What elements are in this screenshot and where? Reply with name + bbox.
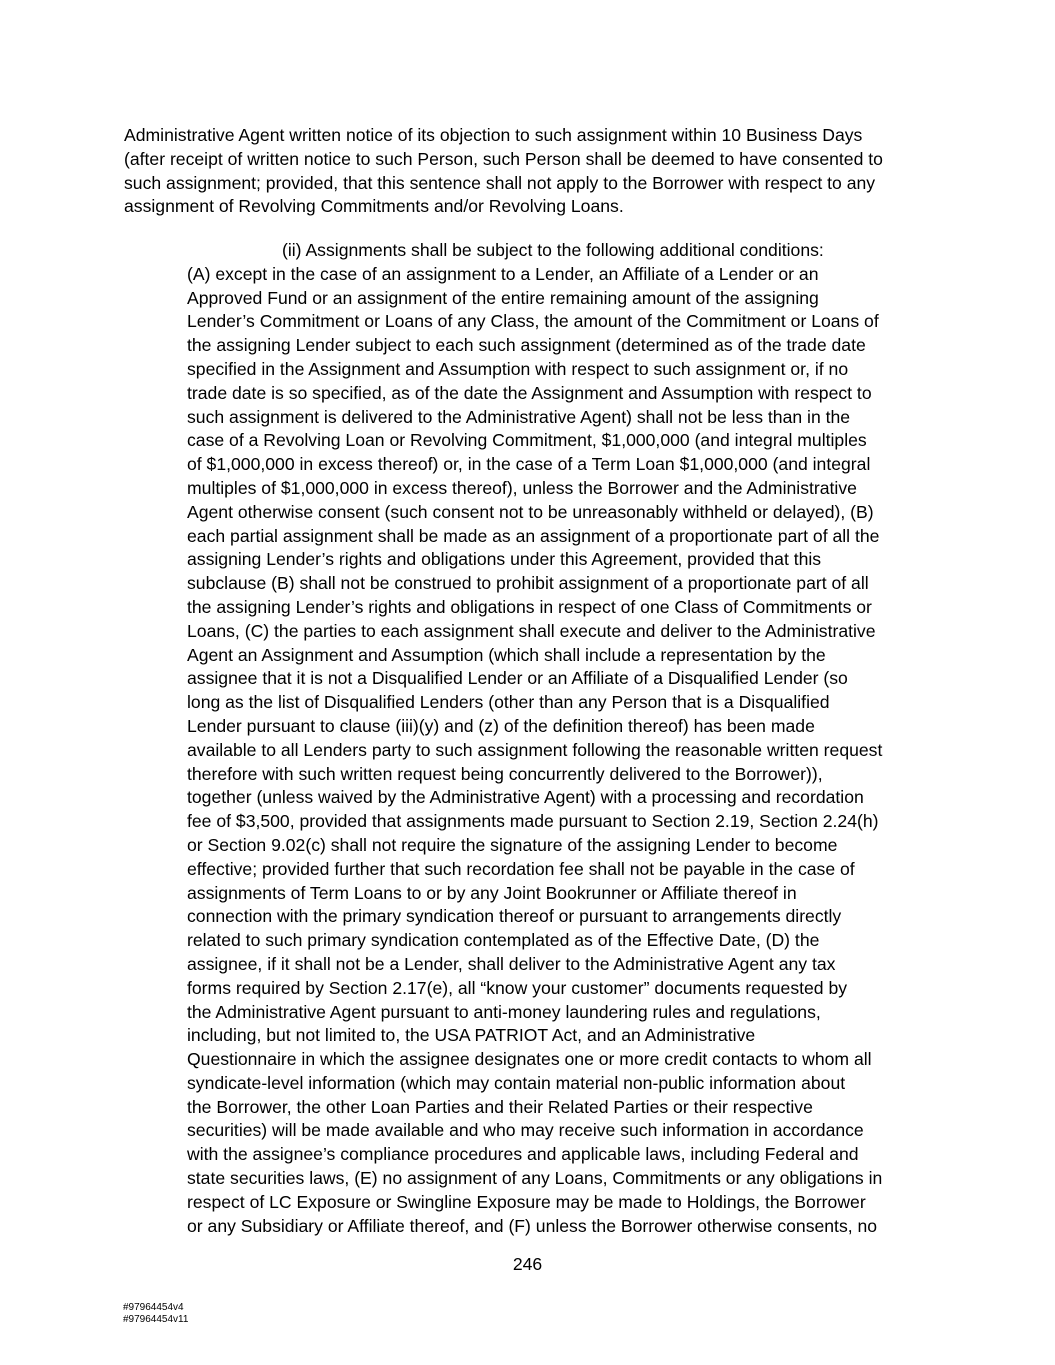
text-line: Approved Fund or an assignment of the entire remaining amount of the assigning <box>187 287 819 308</box>
document-id: #97964454v4 <box>123 1302 184 1313</box>
text-line: assignee, if it shall not be a Lender, shall deliver to the Administrative Agent any tax <box>187 953 836 974</box>
text-line: the Administrative Agent pursuant to anti-money laundering rules and regulations, <box>187 1001 821 1022</box>
text-line: Agent an Assignment and Assumption (which shall include a representation by the <box>187 644 826 665</box>
text-line: (after receipt of written notice to such Person, such Person shall be deemed to have consented to <box>124 148 883 169</box>
text-line: of $1,000,000 in excess thereof) or, in the case of a Term Loan $1,000,000 (and integral <box>187 454 871 475</box>
document-id-footer <box>123 1302 188 1326</box>
text-line: respect of LC Exposure or Swingline Exposure may be made to Holdings, the Borrower <box>187 1191 866 1212</box>
document-id: #97964454v11 <box>123 1314 189 1325</box>
text-line: assignment of Revolving Commitments and/or Revolving Loans. <box>124 196 624 217</box>
text-line: assigning Lender’s rights and obligations under this Agreement, provided that this <box>187 549 822 570</box>
text-line: available to all Lenders party to such assignment following the reasonable written request <box>187 739 883 760</box>
text-line: effective; provided further that such recordation fee shall not be payable in the case of <box>187 858 855 879</box>
text-line: Lender’s Commitment or Loans of any Class, the amount of the Commitment or Loans of <box>187 311 879 332</box>
text-line: together (unless waived by the Administrative Agent) with a processing and recordation <box>187 787 864 808</box>
text-line: such assignment; provided, that this sentence shall not apply to the Borrower with respect to any <box>124 172 876 193</box>
text-line: assignments of Term Loans to or by any Joint Bookrunner or Affiliate thereof in <box>187 882 797 903</box>
text-line: such assignment is delivered to the Administrative Agent) shall not be less than in the <box>187 406 851 427</box>
text-line: or any Subsidiary or Affiliate thereof, and (F) unless the Borrower otherwise consents, no <box>187 1215 878 1236</box>
text-line: Loans, (C) the parties to each assignment shall execute and deliver to the Administrative <box>187 620 876 641</box>
text-line: Questionnaire in which the assignee designates one or more credit contacts to whom all <box>187 1049 872 1070</box>
text-line: specified in the Assignment and Assumption with respect to such assignment or, if no <box>187 358 849 379</box>
text-line: forms required by Section 2.17(e), all “know your customer” documents requested by <box>187 977 848 998</box>
text-line: Agent otherwise consent (such consent not to be unreasonably withheld or delayed), (B) <box>187 501 874 522</box>
text-line: the assigning Lender’s rights and obligations in respect of one Class of Commitments or <box>187 596 872 617</box>
text-line: case of a Revolving Loan or Revolving Commitment, $1,000,000 (and integral multiples <box>187 430 867 451</box>
text-line: with the assignee’s compliance procedures and applicable laws, including Federal and <box>187 1144 859 1165</box>
text-line: the assigning Lender subject to each such assignment (determined as of the trade date <box>187 335 866 356</box>
text-line: related to such primary syndication contemplated as of the Effective Date, (D) the <box>187 930 820 951</box>
text-line: state securities laws, (E) no assignment of any Loans, Commitments or any obligations in <box>187 1168 883 1189</box>
text-line: long as the list of Disqualified Lenders (other than any Person that is a Disqualified <box>187 692 830 713</box>
text-line: Lender pursuant to clause (iii)(y) and (z) of the definition thereof) has been made <box>187 715 815 736</box>
text-line: (A) except in the case of an assignment to a Lender, an Affiliate of a Lender or an <box>187 263 819 284</box>
text-line: or Section 9.02(c) shall not require the signature of the assigning Lender to become <box>187 834 838 855</box>
text-line: trade date is so specified, as of the date the Assignment and Assumption with respect to <box>187 382 872 403</box>
top-paragraph <box>124 124 934 219</box>
text-line: each partial assignment shall be made as an assignment of a proportionate part of all the <box>187 525 880 546</box>
page-number: 246 <box>512 1254 543 1274</box>
clause-ii-heading-line: (ii) Assignments shall be subject to the following additional conditions: <box>282 240 824 260</box>
text-line: fee of $3,500, provided that assignments made pursuant to Section 2.19, Section 2.24(h) <box>187 811 879 832</box>
text-line: securities) will be made available and who may receive such information in accordance <box>187 1120 864 1141</box>
text-line: the Borrower, the other Loan Parties and their Related Parties or their respective <box>187 1096 813 1117</box>
text-line: multiples of $1,000,000 in excess thereof), unless the Borrower and the Administrative <box>187 477 857 498</box>
text-line: connection with the primary syndication thereof or pursuant to arrangements directly <box>187 906 842 927</box>
clause-ii-paragraph <box>187 239 935 1238</box>
text-line: syndicate-level information (which may contain material non-public information about <box>187 1072 846 1093</box>
text-line: therefore with such written request being concurrently delivered to the Borrower)), <box>187 763 823 784</box>
text-line: assignee that it is not a Disqualified Lender or an Affiliate of a Disqualified Lender (so <box>187 668 848 689</box>
text-line: Administrative Agent written notice of its objection to such assignment within 10 Business Days <box>124 125 863 145</box>
text-line: subclause (B) shall not be construed to prohibit assignment of a proportionate part of all <box>187 573 869 594</box>
text-line: including, but not limited to, the USA PATRIOT Act, and an Administrative <box>187 1025 756 1046</box>
